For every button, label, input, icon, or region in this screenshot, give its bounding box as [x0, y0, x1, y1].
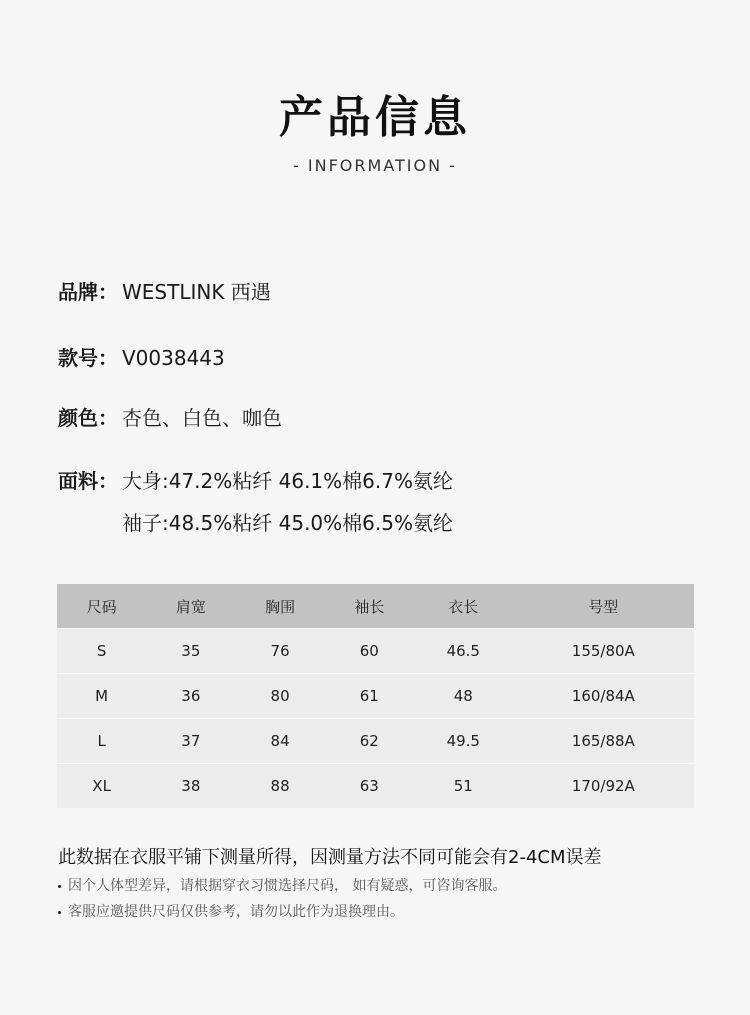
table-cell: 38 — [146, 764, 235, 809]
table-cell: 51 — [414, 764, 513, 809]
table-cell: 46.5 — [414, 629, 513, 674]
fabric-sleeve-value: 袖子:48.5%粘纤 45.0%棉6.5%氨纶 — [122, 511, 453, 535]
table-cell: L — [57, 719, 146, 764]
table-cell: 170/92A — [513, 764, 694, 809]
page-header — [0, 88, 750, 175]
table-row — [57, 629, 694, 674]
header-shoulder: 肩宽 — [146, 584, 235, 629]
table-cell: 80 — [235, 674, 324, 719]
header-length: 衣长 — [414, 584, 513, 629]
size-table-header — [57, 584, 694, 629]
table-cell: 88 — [235, 764, 324, 809]
note-text: 因个人体型差异，请根据穿衣习惯选择尺码， 如有疑惑，可咨询客服。 — [68, 878, 507, 894]
table-cell: 165/88A — [513, 719, 694, 764]
header-sleeve: 袖长 — [325, 584, 414, 629]
table-cell: 76 — [235, 629, 324, 674]
measurement-notes — [58, 843, 738, 921]
note-item — [58, 875, 738, 895]
table-cell: 84 — [235, 719, 324, 764]
header-fit: 号型 — [513, 584, 694, 629]
note-text: 客服应邀提供尺码仅供参考，请勿以此作为退换理由。 — [68, 904, 404, 920]
style-row — [58, 342, 225, 371]
page-subtitle: - INFORMATION - — [293, 156, 457, 175]
fabric-body-value: 大身:47.2%粘纤 46.1%棉6.7%氨纶 — [122, 469, 453, 493]
table-cell: 62 — [325, 719, 414, 764]
table-cell: 155/80A — [513, 629, 694, 674]
table-cell: 35 — [146, 629, 235, 674]
table-row — [57, 719, 694, 764]
table-cell: 48 — [414, 674, 513, 719]
header-bust: 胸围 — [235, 584, 324, 629]
bullet-icon — [58, 885, 61, 888]
table-cell: XL — [57, 764, 146, 809]
color-label: 颜色： — [58, 406, 118, 430]
size-table — [57, 584, 694, 808]
table-row — [57, 764, 694, 809]
table-cell: S — [57, 629, 146, 674]
color-value: 杏色、白色、咖色 — [122, 406, 282, 430]
style-value: V0038443 — [122, 346, 225, 370]
header-size: 尺码 — [57, 584, 146, 629]
brand-value: WESTLINK 西遇 — [122, 280, 271, 304]
brand-label: 品牌： — [58, 280, 118, 304]
table-cell: 60 — [325, 629, 414, 674]
table-cell: 37 — [146, 719, 235, 764]
note-item — [58, 901, 738, 921]
measurement-disclaimer: 此数据在衣服平铺下测量所得，因测量方法不同可能会有2-4CM误差 — [58, 847, 602, 868]
table-cell: 61 — [325, 674, 414, 719]
page-title: 产品信息 — [279, 92, 471, 143]
table-row — [57, 674, 694, 719]
table-cell: M — [57, 674, 146, 719]
style-label: 款号： — [58, 346, 118, 370]
brand-row — [58, 276, 271, 305]
color-row — [58, 402, 282, 431]
table-cell: 49.5 — [414, 719, 513, 764]
table-cell: 36 — [146, 674, 235, 719]
bullet-icon — [58, 911, 61, 914]
table-cell: 160/84A — [513, 674, 694, 719]
fabric-row — [58, 465, 453, 494]
table-cell: 63 — [325, 764, 414, 809]
fabric-label: 面料： — [58, 469, 118, 493]
